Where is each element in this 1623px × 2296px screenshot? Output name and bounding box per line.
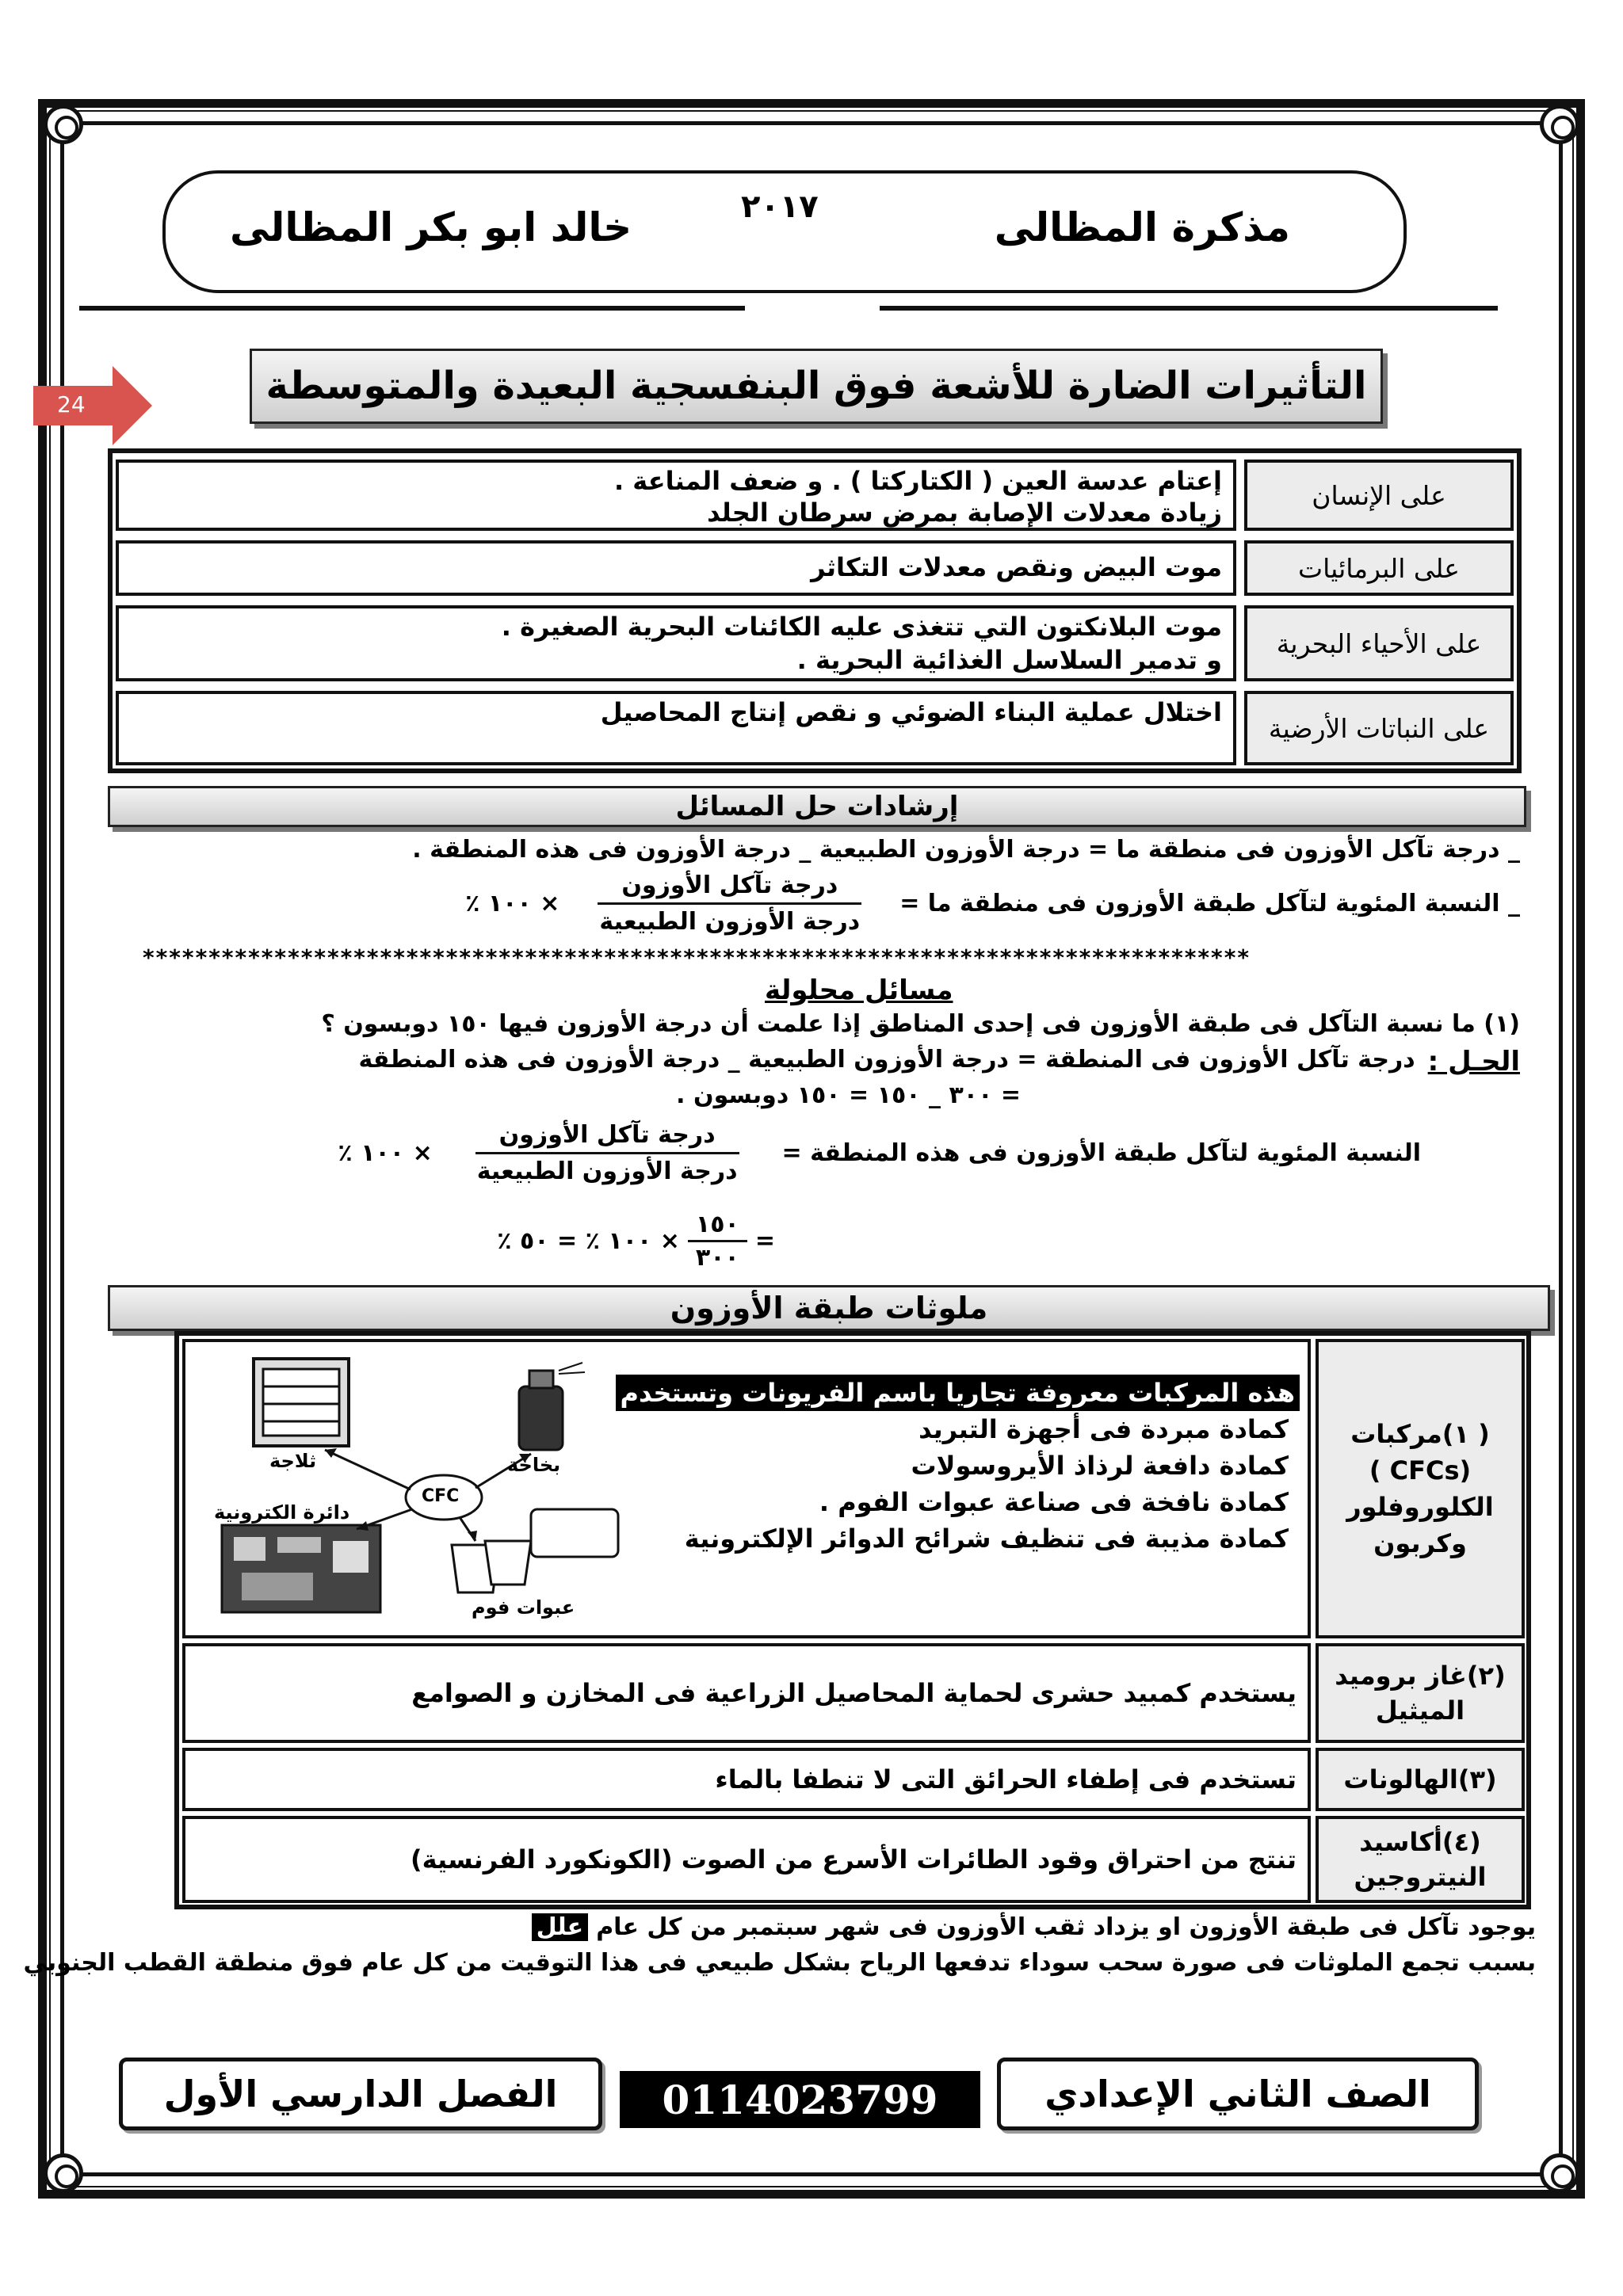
corner-ornament-icon (44, 2153, 83, 2193)
pollutant-desc (182, 1643, 1311, 1743)
note-line-1 (532, 1913, 1536, 1941)
corner-ornament-icon (1540, 105, 1579, 144)
effects-label: على النباتات الأرضية (1244, 691, 1514, 765)
effects-desc-line: و تدمير السلاسل الغذائية البحرية . (796, 645, 1222, 675)
fraction-numerator: درجة تآكل الأوزون (598, 871, 861, 905)
page-tab-arrow-icon (33, 366, 152, 445)
cfc-use-line: كمادة نافخة فى صناعة عبوات الفوم . (819, 1487, 1289, 1517)
pollutant-label: (٣)الهالونات (1316, 1748, 1525, 1811)
footer-phone: 0114023799 (620, 2071, 980, 2128)
effects-desc (116, 540, 1236, 596)
spray-can-icon (519, 1363, 585, 1450)
guideline-rule-2 (465, 871, 1520, 936)
corner-ornament-icon (1540, 2153, 1579, 2193)
calc-fraction (688, 1211, 747, 1272)
solution-line-1 (358, 1046, 1520, 1077)
fraction-denominator: درجة الأوزون الطبيعية (476, 1158, 738, 1185)
section2-title: إرشادات حل المسائل (108, 786, 1526, 827)
effects-label: على الأحياء البحرية (1244, 605, 1514, 681)
effects-desc (116, 605, 1236, 681)
cfc-highlight: هذه المركبات معروفة تجاريا باسم الفريونات وتستخدم (616, 1375, 1300, 1411)
pollutant-desc-line: تنتج من احتراق وقود الطائرات الأسرع من الصوت (الكونكورد الفرنسية) (411, 1844, 1296, 1875)
solution-calculation (497, 1211, 775, 1272)
effects-desc-line: موت البلانكتون التي تتغذى عليه الكائنات البحرية الصغيرة . (501, 612, 1222, 642)
problem-1: (١) ما نسبة التآكل فى طبقة الأوزون فى إحدى المناطق إذا علمت أن درجة الأوزون فيها ١٥٠ دوبسون ؟ (321, 1010, 1520, 1038)
solution-text: درجة تآكل الأوزون فى المنطقة = درجة الأوزون الطبيعية _ درجة الأوزون فى هذه المنطقة (358, 1046, 1415, 1074)
header-rule-left (79, 306, 745, 311)
cfc-diagram-graphic (198, 1347, 642, 1632)
effects-desc-line: اختلال عملية البناء الضوئي و نقص إنتاج المحاصيل (600, 697, 1222, 727)
solution-times-100: × ١٠٠ ٪ (338, 1139, 433, 1167)
header-rule-right (880, 306, 1498, 311)
pollutant-desc (182, 1748, 1311, 1811)
footer-grade: الصف الثاني الإعدادي (997, 2058, 1479, 2130)
rule2-times-100: × ١٠٠ ٪ (465, 890, 560, 917)
stars-separator: ************************************************************************************ (143, 944, 1251, 971)
cfc-desc-block (616, 1375, 1300, 1557)
solved-problems-title: مسائل محلولة (765, 974, 953, 1006)
corner-ornament-icon (44, 105, 83, 144)
footer-term: الفصل الدارسي الأول (119, 2058, 602, 2130)
header-year: ٢٠١٧ (741, 189, 819, 225)
calc-result: × ١٠٠ ٪ = ٥٠ ٪ (497, 1227, 680, 1255)
solution-pct-lhs: النسبة المئوية لتآكل طبقة الأوزون فى هذه المنطقة = (781, 1139, 1421, 1167)
circuit-label: دائرة الكترونية (214, 1501, 350, 1524)
note-reason-tag: علل (532, 1913, 589, 1941)
spray-label: بخاخة (507, 1454, 561, 1476)
effects-desc (116, 460, 1236, 531)
pollutant-desc (182, 1816, 1311, 1903)
solution-percentage (338, 1121, 1421, 1185)
fraction-numerator: درجة تآكل الأوزون (475, 1121, 739, 1154)
header-title: مذكرة المظالى (994, 204, 1290, 250)
guideline-rule-1: _ درجة تآكل الأوزون فى منطقة ما = درجة الأوزون الطبيعية _ درجة الأوزون فى هذه المنطقة . (412, 836, 1520, 864)
effects-desc (116, 691, 1236, 765)
rule2-fraction (575, 871, 884, 936)
cfc-use-line: كمادة مبردة فى أجهزة التبريد (918, 1414, 1289, 1444)
calc-numerator: ١٥٠ (688, 1211, 747, 1242)
page-tab (33, 366, 152, 445)
note-text: يوجود تآكل فى طبقة الأوزون او يزداد ثقب الأوزون فى شهر سبتمبر من كل عام (596, 1913, 1536, 1941)
section1-title: التأثيرات الضارة للأشعة فوق البنفسجية البعيدة والمتوسطة (250, 349, 1383, 424)
pollutant-desc-line: تستخدم فى إطفاء الحرائق التى لا تنطفا بالماء (715, 1764, 1296, 1794)
foam-cups-icon (452, 1509, 618, 1592)
calc-denominator: ٣٠٠ (695, 1244, 739, 1272)
section3-title: ملوثات طبقة الأوزون (108, 1285, 1550, 1331)
rule2-lhs: _ النسبة المئوية لتآكل طبقة الأوزون فى منطقة ما = (899, 890, 1520, 917)
effects-label: على البرمائيات (1244, 540, 1514, 596)
cfc-use-line: كمادة مذيبة فى تنظيف شرائح الدوائر الإلكترونية (684, 1524, 1289, 1554)
note-line-2: بسبب تجمع الملوثات فى صورة سحب سوداء تدفعها الرياح بشكل طبيعي فى هذا التوقيت من كل عام فوق منطقة القطب الجنوبي (23, 1949, 1536, 1977)
effects-desc-line: إعتام عدسة العين ( الكتاركتا ) . و ضعف المناعة . (614, 466, 1222, 496)
solution-line-2: = ٣٠٠ _ ١٥٠ = ١٥٠ دوبسون . (676, 1081, 1021, 1109)
pollutant-label: ( ١)مركبات (CFCs ) الكلوروفلور وكربون (1316, 1339, 1525, 1638)
effects-desc-line: زيادة معدلات الإصابة بمرض سرطان الجلد (707, 498, 1222, 528)
fridge-label: ثلاجة (269, 1450, 317, 1472)
cfc-use-line: كمادة دافعة لرذاذ الأيروسولات (911, 1451, 1289, 1481)
cfc-diagram (198, 1347, 642, 1632)
pollutant-label: (٤)أكاسيد النيتروجين (1316, 1816, 1525, 1903)
solution-label: الحـل : (1427, 1046, 1520, 1077)
effects-label: على الإنسان (1244, 460, 1514, 531)
effects-desc-line: موت البيض ونقص معدلات التكاثر (811, 552, 1222, 582)
fraction-denominator: درجة الأوزون الطبيعية (599, 908, 861, 936)
pollutant-label: (٢)غاز بروميد الميثيل (1316, 1643, 1525, 1743)
calc-equals: = (754, 1227, 775, 1255)
fridge-icon (254, 1359, 349, 1446)
cfc-center-label: CFC (422, 1486, 460, 1506)
page-number: 24 (57, 391, 86, 418)
circuit-board-icon (222, 1525, 380, 1612)
solution-fraction (453, 1121, 762, 1185)
foam-label: عبوات فوم (472, 1596, 575, 1619)
pollutant-desc-line: يستخدم كمبيد حشرى لحماية المحاصيل الزراعية فى المخازن و الصوامع (411, 1678, 1296, 1708)
header-author: خالد ابو بكر المظالى (230, 204, 632, 250)
